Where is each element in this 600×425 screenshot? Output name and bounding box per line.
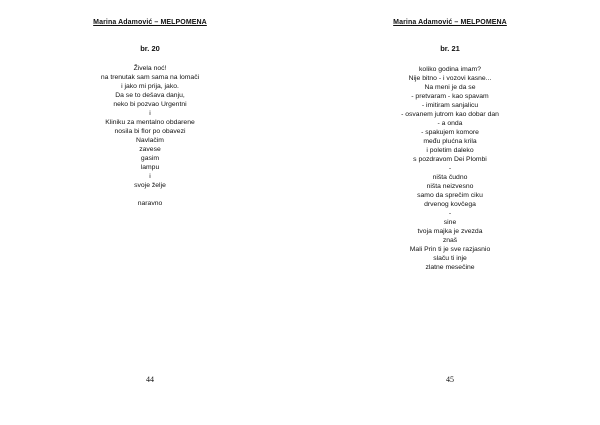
poem-line: Kliniku za mentalno obdarene bbox=[105, 119, 195, 126]
poem-line: - spakujem komore bbox=[421, 129, 479, 136]
poem-line: ništa čudno bbox=[432, 174, 468, 181]
poem-line: - osvanem jutrom kao dobar dan bbox=[401, 111, 499, 118]
poem-line: lampu bbox=[140, 164, 160, 171]
poem-line: Na meni je da se bbox=[424, 84, 476, 91]
poem-line: na trenutak sam sama na lomači bbox=[100, 74, 200, 81]
poem-line: - imitiram sanjalicu bbox=[421, 102, 479, 109]
poem-line: nosila bi flor po obavezi bbox=[114, 128, 186, 135]
poem-line: Nije bitno - i vozovi kasne... bbox=[408, 75, 492, 82]
poem-line: koliko godina imam? bbox=[419, 66, 481, 73]
poem-line: s pozdravom Dei Plombi bbox=[413, 156, 487, 163]
left-poem-body bbox=[0, 64, 300, 208]
poem-line: zavese bbox=[139, 146, 161, 153]
right-page-number: 45 bbox=[446, 375, 454, 384]
poem-line: Mali Prin ti je sve razjasnio bbox=[409, 246, 491, 253]
poem-line: i jako mi prija, jako. bbox=[121, 83, 179, 90]
poem-line: naravno bbox=[137, 200, 163, 207]
poem-line: Navlačim bbox=[136, 137, 164, 144]
poem-line: tvoja majka je zvezda bbox=[417, 228, 483, 235]
poem-line: i bbox=[149, 173, 151, 180]
right-page-running-header: Marina Adamović – MELPOMENA bbox=[393, 19, 507, 26]
poem-line: Živela noć! bbox=[133, 65, 167, 72]
left-page-running-header: Marina Adamović – MELPOMENA bbox=[93, 19, 207, 26]
poem-line: samo da sprečim ciku bbox=[417, 192, 483, 199]
poem-line: sine bbox=[443, 219, 457, 226]
poem-line: - pretvaram - kao spavam bbox=[411, 93, 489, 100]
poem-line: - a onda bbox=[437, 120, 463, 127]
poem-line: i bbox=[149, 110, 151, 117]
poem-line: ništa neizvesno bbox=[426, 183, 474, 190]
poem-line: i poletim daleko bbox=[426, 147, 474, 154]
poem-line: svoje želje bbox=[134, 182, 166, 189]
left-poem-title: br. 20 bbox=[140, 44, 160, 53]
poem-line: Da se to dešava danju, bbox=[115, 92, 185, 99]
right-poem-title: br. 21 bbox=[440, 44, 460, 53]
poem-line: drvenog kovčega bbox=[424, 201, 476, 208]
right-page bbox=[300, 0, 600, 425]
poem-line: neko bi pozvao Urgentni bbox=[113, 101, 187, 108]
left-page-number: 44 bbox=[146, 375, 154, 384]
poem-line: zlatne mesečine bbox=[425, 264, 475, 271]
poem-line: - bbox=[448, 165, 452, 172]
poem-line: slaču ti inje bbox=[433, 255, 467, 262]
poem-line: znaš bbox=[442, 237, 458, 244]
poem-line: - bbox=[448, 210, 452, 217]
poem-line bbox=[0, 190, 300, 199]
poem-line: među plućna krila bbox=[423, 138, 477, 145]
right-poem-body bbox=[300, 65, 600, 272]
poem-line: gasim bbox=[140, 155, 160, 162]
